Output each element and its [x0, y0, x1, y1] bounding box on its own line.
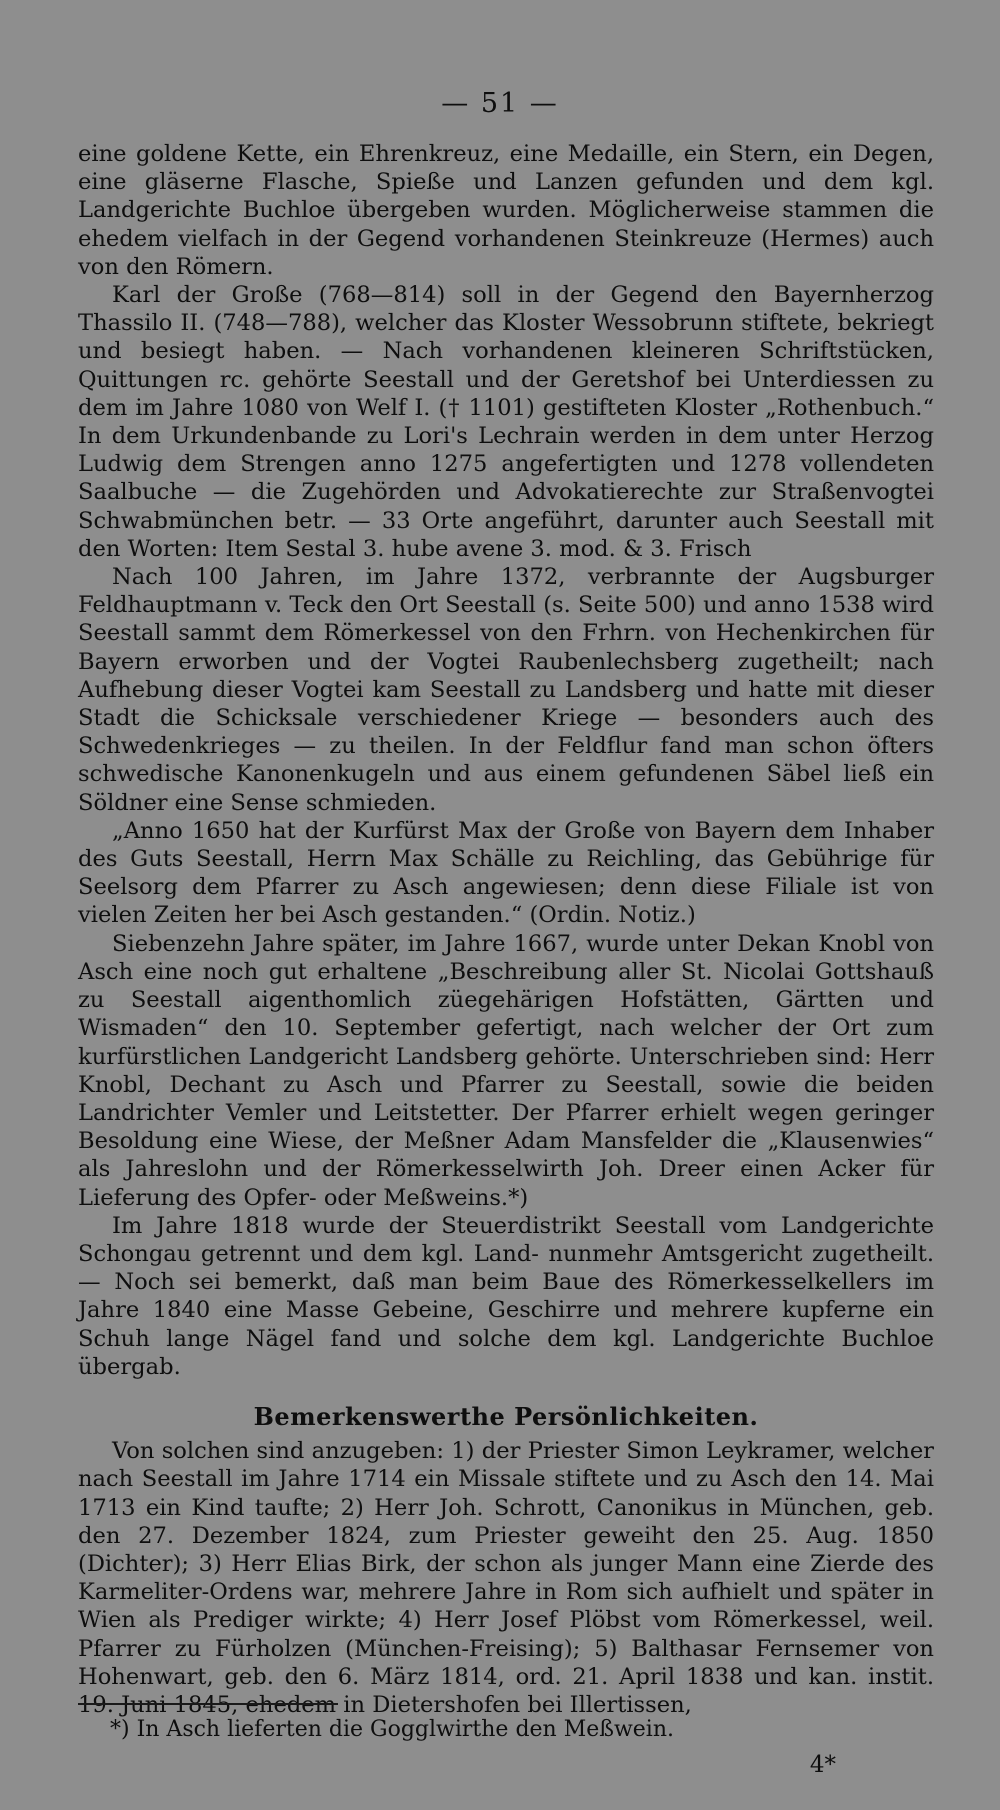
- paragraph: „Anno 1650 hat der Kurfürst Max der Große von Bayern dem Inhaber des Guts Seestall, Herrn Max Schälle zu Reichling, das Gebührige für Seelsorg dem Pfarrer zu Asch angewiesen; denn diese Filiale ist von vielen Zeiten her bei Asch gestanden.“ (Ordin. Notiz.): [78, 817, 934, 929]
- printer-signature-mark: 4*: [809, 1752, 836, 1778]
- paragraph: Von solchen sind anzugeben: 1) der Priester Simon Leykramer, welcher nach Seestall im Jahre 1714 ein Missale stiftete und zu Asch den 14. Mai 1713 ein Kind taufte; 2) Herr Joh. Schrott, Canonikus in München, geb. den 27. Dezember 1824, zum Priester geweiht den 25. Aug. 1850 (Dichter); 3) Herr Elias Birk, der schon als junger Mann eine Zierde des Karmeliter-Ordens war, mehrere Jahre in Rom sich aufhielt und später in Wien als Prediger wirkte; 4) Herr Josef Plöbst vom Römerkessel, weil. Pfarrer zu Fürholzen (München-Freising); 5) Balthasar Fernsemer von Hohenwart, geb. den 6. März 1814, ord. 21. April 1838 und kan. instit. 19. Juni 1845, ehedem in Dietershofen bei Illertissen,: [78, 1438, 934, 1718]
- section-heading: Bemerkenswerthe Persönlichkeiten.: [253, 1401, 759, 1431]
- paragraph: Siebenzehn Jahre später, im Jahre 1667, wurde unter Dekan Knobl von Asch eine noch gut erhaltene „Beschreibung aller St. Nicolai Gottshauß zu Seestall aigenthomlich züegehärigen Hofstätten, Gärtten und Wismaden“ den 10. September gefertigt, nach welcher der Ort zum kurfürstlichen Landgericht Landsberg gehörte. Unterschrieben sind: Herr Knobl, Dechant zu Asch und Pfarrer zu Seestall, sowie die beiden Landrichter Vemler und Leitstetter. Der Pfarrer erhielt wegen geringer Besoldung eine Wiese, der Meßner Adam Mansfelder die „Klausenwies“ als Jahreslohn und der Römerkesselwirth Joh. Dreer einen Acker für Lieferung des Opfer- oder Meßweins.*): [78, 930, 934, 1211]
- paragraph: Im Jahre 1818 wurde der Steuerdistrikt Seestall vom Landgerichte Schongau getrennt und dem kgl. Land- nunmehr Amtsgericht zugetheilt. — Noch sei bemerkt, daß man beim Baue des Römerkesselkellers im Jahre 1840 eine Masse Gebeine, Geschirre und mehrere kupferne ein Schuh lange Nägel fand und solche dem kgl. Landgerichte Buchloe übergab.: [78, 1212, 934, 1380]
- paragraph: Nach 100 Jahren, im Jahre 1372, verbrannte der Augsburger Feldhauptmann v. Teck den Ort Seestall (s. Seite 500) und anno 1538 wird Seestall sammt dem Römerkessel von den Frhrn. von Hechenkirchen für Bayern erworben und der Vogtei Raubenlechsberg zugetheilt; nach Aufhebung dieser Vogtei kam Seestall zu Landsberg und hatte mit dieser Stadt die Schicksale verschiedener Kriege — besonders auch des Schwedenkrieges — zu theilen. In der Feldflur fand man schon öfters schwedische Kanonenkugeln und aus einem gefundenen Säbel ließ ein Söldner eine Sense schmieden.: [78, 564, 934, 816]
- paragraph: eine goldene Kette, ein Ehrenkreuz, eine Medaille, ein Stern, ein Degen, eine gläserne Flasche, Spieße und Lanzen gefunden und dem kgl. Landgerichte Buchloe übergeben wurden. Möglicherweise stammen die ehedem vielfach in der Gegend vorhandenen Steinkreuze (Hermes) auch von den Römern.: [78, 141, 934, 280]
- footnote: *) In Asch lieferten die Gogglwirthe den Meßwein.: [110, 1717, 674, 1742]
- footnote-divider: [78, 1703, 338, 1705]
- page-number: — 51 —: [441, 88, 559, 119]
- body-text: [78, 140, 934, 1719]
- paragraph: Karl der Große (768—814) soll in der Gegend den Bayernherzog Thassilo II. (748—788), welcher das Kloster Wessobrunn stiftete, bekriegt und besiegt haben. — Nach vorhandenen kleineren Schriftstücken, Quittungen rc. gehörte Seestall und der Geretshof bei Unterdiessen zu dem im Jahre 1080 von Welf I. († 1101) gestifteten Kloster „Rothenbuch.“ In dem Urkundenbande zu Lori's Lechrain werden in dem unter Herzog Ludwig dem Strengen anno 1275 angefertigten und 1278 vollendeten Saalbuche — die Zugehörden und Advokatierechte zur Straßenvogtei Schwabmünchen betr. — 33 Orte angeführt, darunter auch Seestall mit den Worten: Item Sestal 3. hube avene 3. mod. & 3. Frisch: [78, 282, 934, 562]
